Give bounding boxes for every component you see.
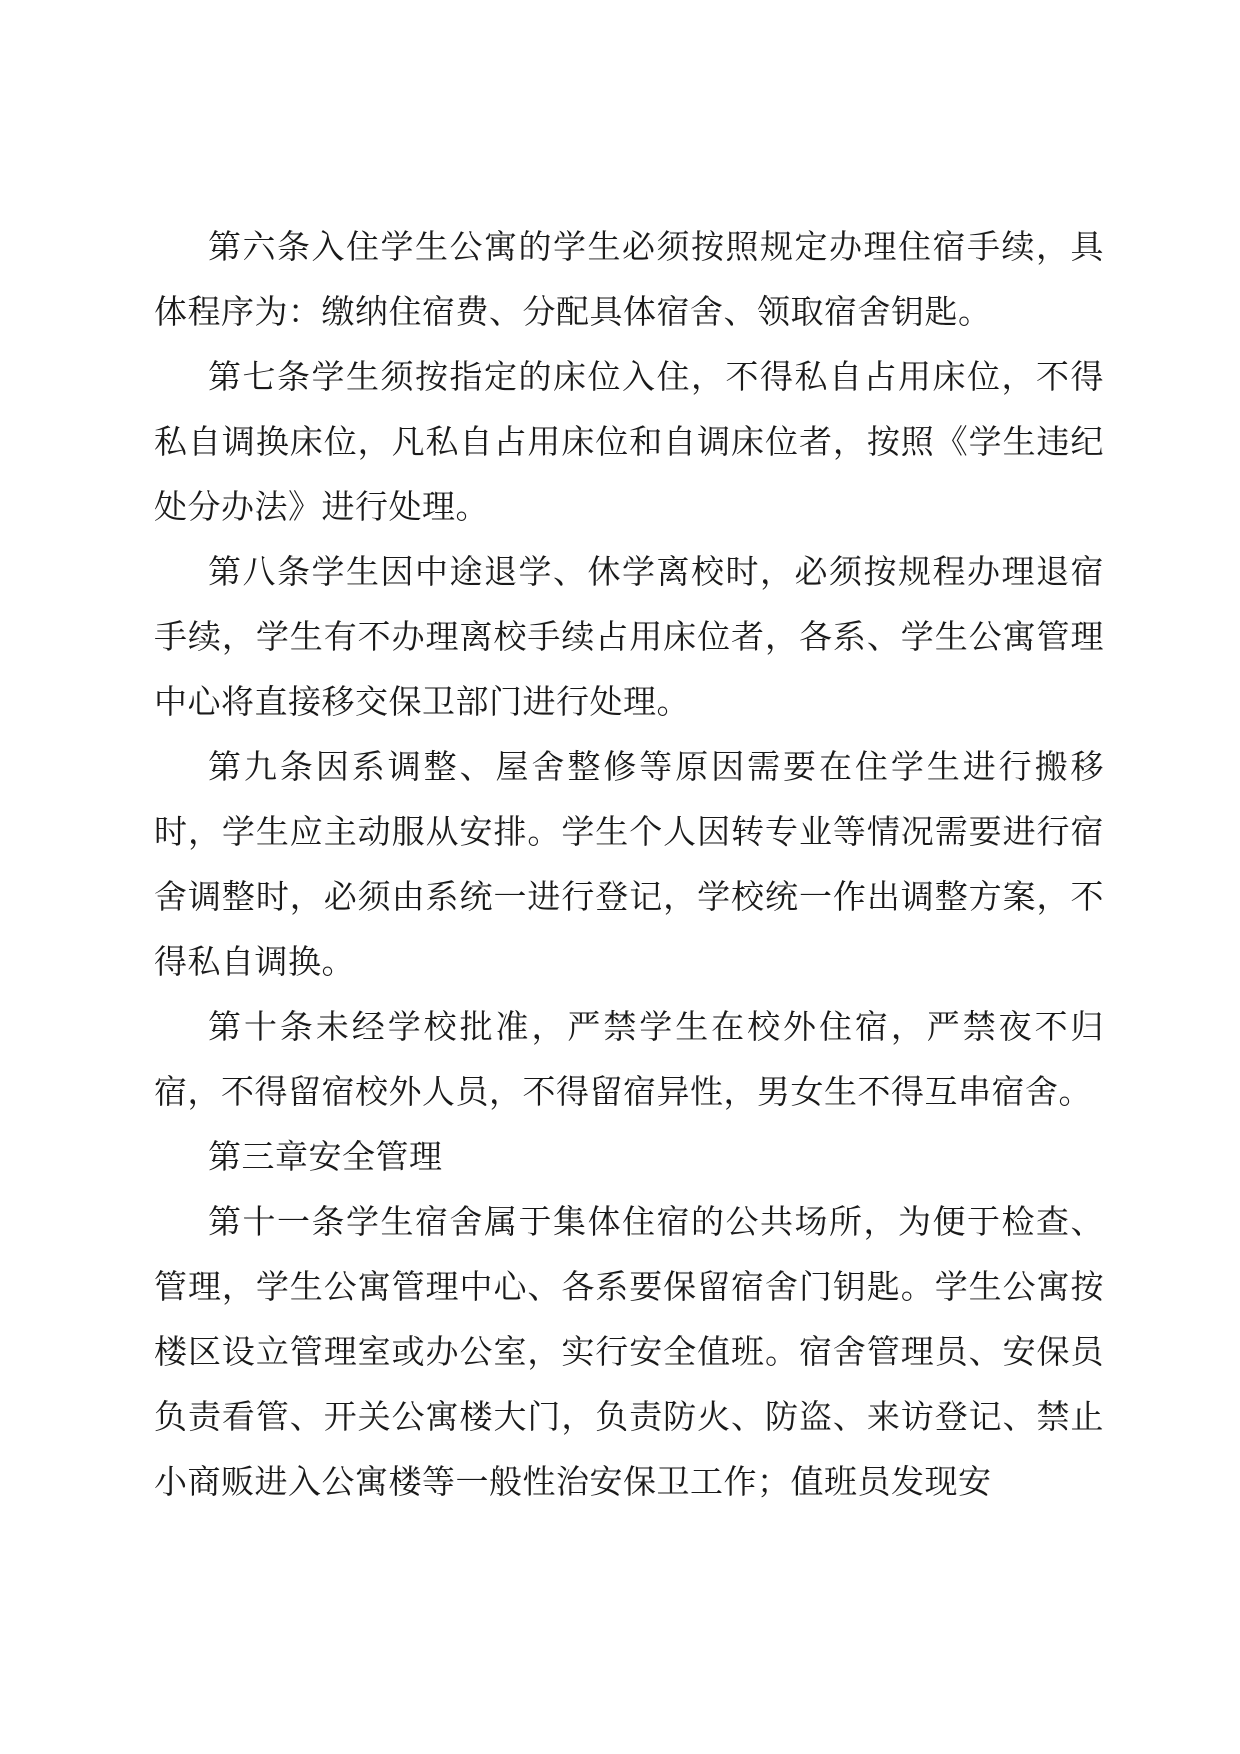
article-9-paragraph: 第九条因系调整、屋舍整修等原因需要在住学生进行搬移时，学生应主动服从安排。学生个人因转专业等情况需要进行宿舍调整时，必须由系统一进行登记，学校统一作出调整方案，不得私自调换。 [154, 747, 1104, 981]
article-10-paragraph: 第十条未经学校批准，严禁学生在校外住宿，严禁夜不归宿，不得留宿校外人员，不得留宿异性，男女生不得互串宿舍。 [154, 1007, 1104, 1111]
chapter-3-heading: 第三章安全管理 [208, 1137, 443, 1176]
article-6-paragraph: 第六条入住学生公寓的学生必须按照规定办理住宿手续，具体程序为：缴纳住宿费、分配具体宿舍、领取宿舍钥匙。 [154, 227, 1104, 331]
article-7-paragraph: 第七条学生须按指定的床位入住，不得私自占用床位，不得私自调换床位，凡私自占用床位和自调床位者，按照《学生违纪处分办法》进行处理。 [154, 357, 1104, 526]
document-body [154, 214, 1104, 1514]
article-8-paragraph: 第八条学生因中途退学、休学离校时，必须按规程办理退宿手续，学生有不办理离校手续占用床位者，各系、学生公寓管理中心将直接移交保卫部门进行处理。 [154, 552, 1104, 721]
article-11-paragraph: 第十一条学生宿舍属于集体住宿的公共场所，为便于检查、管理，学生公寓管理中心、各系要保留宿舍门钥匙。学生公寓按楼区设立管理室或办公室，实行安全值班。宿舍管理员、安保员负责看管、开关公寓楼大门，负责防火、防盗、来访登记、禁止小商贩进入公寓楼等一般性治安保卫工作；值班员发现安 [154, 1202, 1104, 1501]
